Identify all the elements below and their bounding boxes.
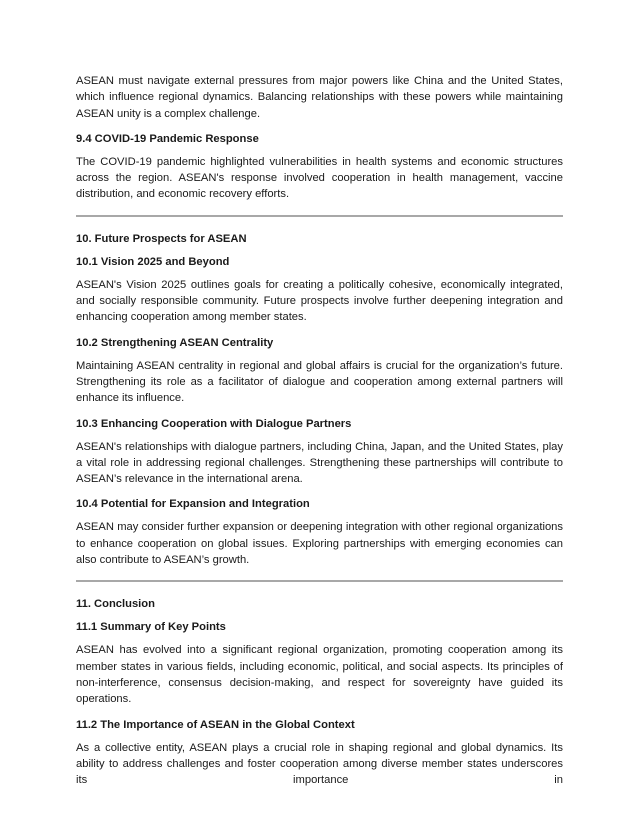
section-10-heading: 10. Future Prospects for ASEAN xyxy=(76,232,247,245)
section-10-2-heading: 10.2 Strengthening ASEAN Centrality xyxy=(76,336,274,349)
section-10-3-heading: 10.3 Enhancing Cooperation with Dialogue Partners xyxy=(76,417,352,430)
section-9-3-paragraph: ASEAN must navigate external pressures from major powers like China and the United States, which influence regional dynamics. Balancing relationships with these powers while maintaining ASEAN unity is a complex challenge. xyxy=(76,75,563,120)
section-11-1-paragraph: ASEAN has evolved into a significant regional organization, promoting cooperation among its member states in various fields, including economic, political, and social aspects. Its principles of non-interference, consensus decision-making, and respect for sovereignty have guided its operations. xyxy=(76,644,563,706)
section-10-4-paragraph: ASEAN may consider further expansion or deepening integration with other regional organizations to enhance cooperation on global issues. Exploring partnerships with emerging economies can also contribute to ASEAN’s growth. xyxy=(76,521,563,567)
section-9-4-paragraph: The COVID-19 pandemic highlighted vulnerabilities in health systems and economic structures across the region. ASEAN's response involved cooperation in health management, vaccine distribution, and economic recovery efforts. xyxy=(76,155,563,201)
section-11-heading: 11. Conclusion xyxy=(76,598,155,611)
section-9-4-heading: 9.4 COVID-19 Pandemic Response xyxy=(76,132,259,145)
document-page xyxy=(76,73,563,788)
section-11-2-paragraph: As a collective entity, ASEAN plays a crucial role in shaping regional and global dynamics. Its ability to address challenges and foster cooperation among diverse member states underscores its importance in xyxy=(76,741,563,787)
section-11-1-heading: 11.1 Summary of Key Points xyxy=(76,621,226,634)
section-10-3-paragraph: ASEAN's relationships with dialogue partners, including China, Japan, and the United States, play a vital role in addressing regional challenges. Strengthening these partnerships will contribute to ASEAN’s relevance in the international arena. xyxy=(76,440,563,486)
section-10-1-heading: 10.1 Vision 2025 and Beyond xyxy=(76,255,230,268)
section-10-1-paragraph: ASEAN's Vision 2025 outlines goals for creating a politically cohesive, economically integrated, and socially responsible community. Future prospects involve further deepening integration and enhancing cooperation among member states. xyxy=(76,278,563,324)
section-11-2-heading: 11.2 The Importance of ASEAN in the Global Context xyxy=(76,718,355,731)
section-10-2-paragraph: Maintaining ASEAN centrality in regional and global affairs is crucial for the organization’s future. Strengthening its role as a facilitator of dialogue and cooperation among external partners will enhance its influence. xyxy=(76,359,563,405)
section-10-4-heading: 10.4 Potential for Expansion and Integration xyxy=(76,498,310,511)
